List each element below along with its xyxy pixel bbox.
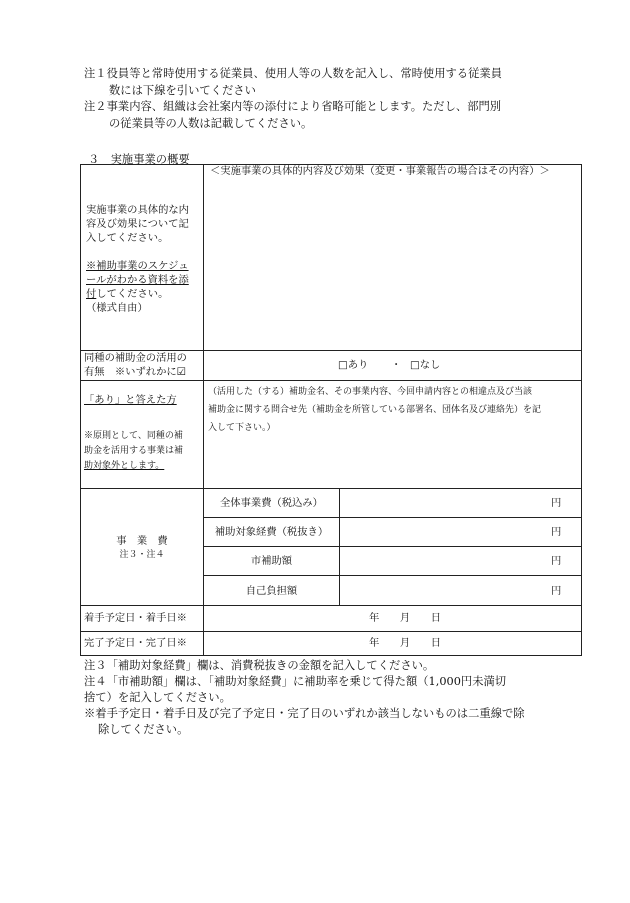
option-separator: ・: [391, 359, 402, 371]
start-date-value: 年 月 日: [369, 612, 442, 624]
description-label-cell: [80, 164, 204, 351]
option-yes-checkbox[interactable]: □あり: [338, 359, 369, 371]
description-header: ＜実施事業の具体的内容及び効果（変更・事業報告の場合はその内容）＞: [210, 165, 550, 177]
yes-answer-instruction-2: 補助金に関する問合せ先（補助金を所管している部署名、団体名及び連絡先）を記: [208, 405, 542, 415]
total-cost-unit: 円: [551, 497, 562, 509]
total-cost-label: 全体事業費（税込み）: [220, 497, 323, 509]
schedule-note-3: 付: [86, 288, 97, 300]
yes-answer-title: 「あり」と答えた方: [84, 394, 177, 406]
schedule-note-1: ※補助事業のスケジュ: [86, 260, 189, 272]
schedule-note-2: ールがわかる資料を添: [86, 274, 189, 286]
note4-line2: 捨て）を記入してください。: [84, 691, 231, 704]
note2-line1: 注２事業内容、組織は会社案内等の添付により省略可能とします。ただし、部門別: [84, 100, 502, 113]
description-label-1: 実施事業の具体的な内: [86, 204, 189, 216]
yes-answer-note-2: 助金を活用する事業は補: [84, 446, 184, 456]
yes-answer-note-1: ※原則として、同種の補: [84, 431, 183, 441]
description-label-2: 容及び効果について記: [86, 218, 189, 230]
option-no-checkbox[interactable]: □なし: [410, 359, 441, 371]
note4-line1: 注４「市補助額」欄は、「補助対象経費」に補助率を乗じて得た額（1,000円未満切: [84, 675, 507, 688]
city-subsidy-unit: 円: [551, 555, 562, 567]
note5-line2: 除してください。: [98, 723, 189, 736]
yes-answer-instruction-3: 入して下さい。）: [208, 423, 276, 433]
end-date-label: 完了予定日・完了日※: [84, 637, 187, 649]
eligible-cost-unit: 円: [551, 526, 562, 538]
schedule-note-3-rest: してください。: [96, 288, 169, 300]
city-subsidy-value-cell[interactable]: [339, 546, 582, 576]
note1-line1: 注１役員等と常時使用する従業員、使用人等の人数を記入し、常時使用する従業員: [84, 67, 502, 80]
subsidy-usage-label-1: 同種の補助金の活用の: [84, 352, 187, 364]
section-title: ３ 実施事業の概要: [88, 153, 190, 166]
project-cost-label: 事 業 費: [116, 535, 168, 547]
note5-line1: ※着手予定日・着手日及び完了予定日・完了日のいずれか該当しないものは二重線で除: [84, 707, 525, 720]
eligible-cost-value-cell[interactable]: [339, 517, 582, 547]
total-cost-value-cell[interactable]: [339, 488, 582, 518]
free-format-label: （様式自由）: [86, 302, 148, 314]
self-burden-label: 自己負担額: [245, 585, 298, 597]
subsidy-usage-label-2: 有無 ※いずれかに☑: [84, 366, 186, 378]
note1-line2: 数には下線を引いてください: [109, 83, 256, 97]
bottom-notes: [84, 658, 554, 738]
start-date-label: 着手予定日・着手日※: [84, 612, 187, 624]
description-input-cell[interactable]: [203, 164, 582, 351]
description-label-3: 入してください。: [86, 232, 169, 244]
yes-answer-note-3: 助対象外とします。: [84, 461, 165, 471]
end-date-value: 年 月 日: [369, 637, 442, 649]
project-cost-sublabel: 注３・注４: [119, 550, 165, 560]
top-notes: [84, 66, 554, 132]
note2-line2: の従業員等の人数は記載してください。: [109, 116, 313, 130]
note3: 注３「補助対象経費」欄は、消費税抜きの金額を記入してください。: [84, 659, 435, 672]
self-burden-unit: 円: [551, 585, 562, 597]
eligible-cost-label: 補助対象経費（税抜き）: [214, 526, 329, 538]
self-burden-value-cell[interactable]: [339, 575, 582, 606]
city-subsidy-label: 市補助額: [250, 555, 293, 567]
project-overview-table: [80, 164, 582, 656]
yes-answer-instruction-1: （活用した（する）補助金名、その事業内容、今回申請内容との相違点及び当該: [208, 387, 533, 397]
